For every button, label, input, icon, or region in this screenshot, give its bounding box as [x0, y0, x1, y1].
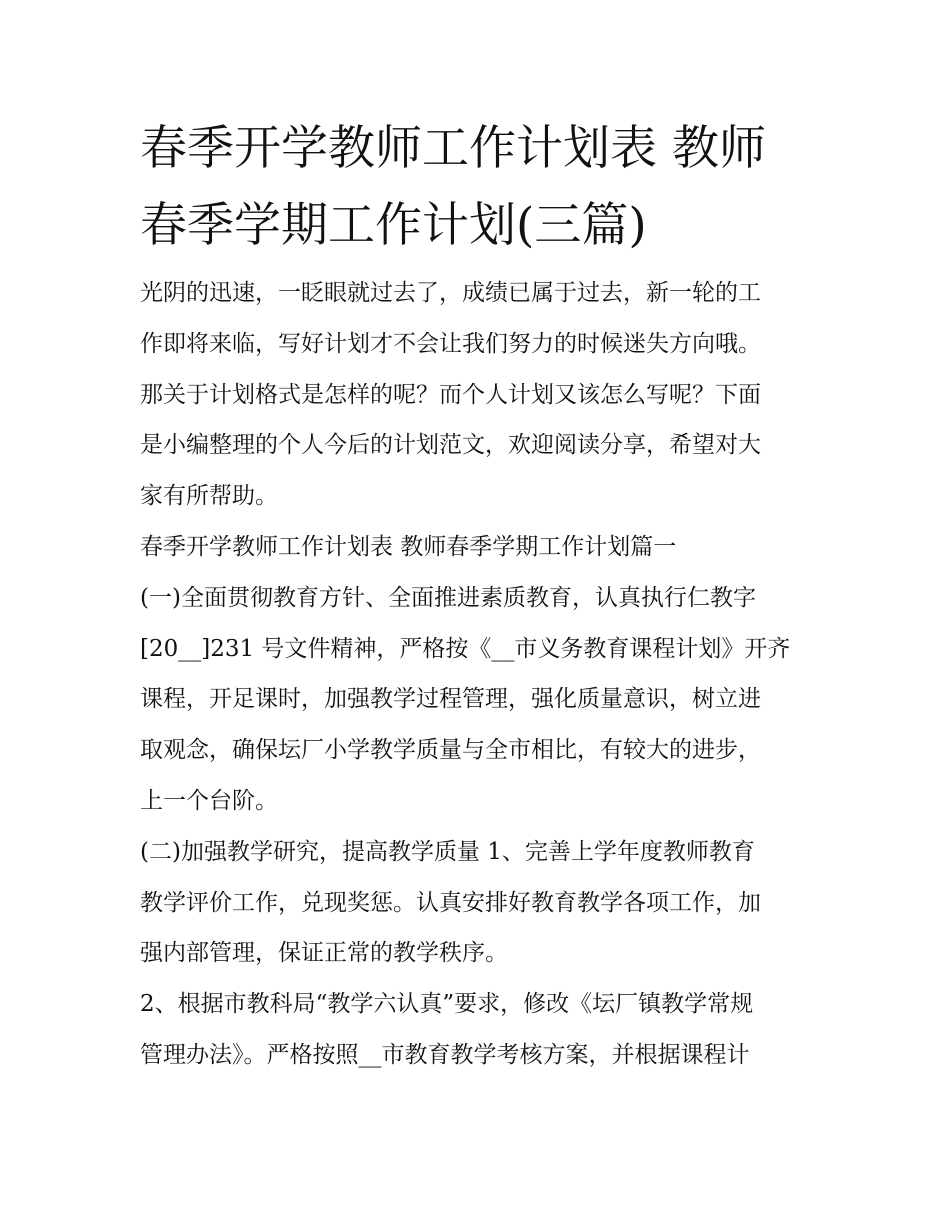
- document-page: [140, 110, 820, 1081]
- body-line: 上一个台阶。: [140, 787, 278, 814]
- body-line: (二)加强教学研究，提高教学质量 1、完善上学年度教师教育: [140, 838, 755, 865]
- body-line: 光阴的迅速，一眨眼就过去了，成绩已属于过去，新一轮的工: [140, 280, 761, 306]
- body-line: 取观念，确保坛厂小学教学质量与全市相比，有较大的进步，: [140, 737, 761, 764]
- body-line: 作即将来临，写好计划才不会让我们努力的时候迷失方向哦。: [140, 330, 761, 357]
- body-line: 是小编整理的个人今后的计划范文，欢迎阅读分享，希望对大: [140, 432, 761, 459]
- body-line: 强内部管理，保证正常的教学秩序。: [140, 940, 508, 967]
- section-heading: 春季开学教师工作计划表 教师春季学期工作计划篇一: [140, 533, 677, 560]
- document-body: [140, 268, 820, 1081]
- body-line: 家有所帮助。: [140, 483, 278, 510]
- body-line: 教学评价工作，兑现奖惩。认真安排好教育教学各项工作，加: [140, 889, 761, 916]
- title-line-1: 春季开学教师工作计划表 教师: [140, 121, 766, 176]
- document-title: [140, 110, 820, 264]
- body-line: 那关于计划格式是怎样的呢？而个人计划又该怎么写呢？下面: [140, 381, 761, 408]
- body-line: 课程，开足课时，加强教学过程管理，强化质量意识，树立进: [140, 686, 761, 713]
- body-line: 2、根据市教科局“教学六认真”要求，修改《坛厂镇教学常规: [140, 991, 754, 1018]
- body-line: [20__]231 号文件精神，严格按《__市义务教育课程计划》开齐: [140, 635, 791, 662]
- body-line: 管理办法》。严格按照__市教育教学考核方案，并根据课程计: [140, 1041, 750, 1068]
- title-line-2: 春季学期工作计划(三篇): [140, 198, 647, 253]
- body-line: (一)全面贯彻教育方针、全面推进素质教育，认真执行仁教字: [140, 584, 756, 611]
